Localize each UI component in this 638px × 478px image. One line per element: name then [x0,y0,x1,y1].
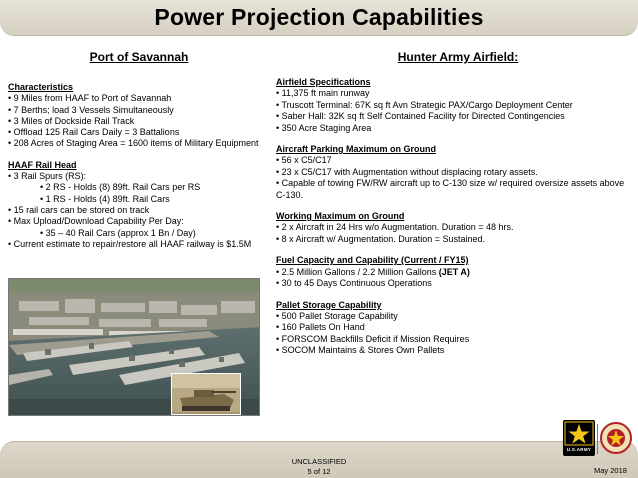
parking-heading: Aircraft Parking Maximum on Ground [276,144,437,155]
title-banner [0,0,638,36]
list-item: • 11,375 ft main runway [276,88,370,99]
fuel-heading: Fuel Capacity and Capability (Current / FY15) [276,255,469,266]
airfield-column [276,77,632,357]
list-item: • SOCOM Maintains & Stores Own Pallets [276,345,445,356]
logo-divider [597,424,598,454]
list-item: • Capable of towing FW/RW aircraft up to C-130 size w/ required oversize assets above C-130. [276,178,625,200]
list-item: • Saber Hall: 32K sq ft Self Contained Facility for Directed Contingencies [276,111,565,122]
list-item: • 7 Berths; load 3 Vessels Simultaneously [8,104,174,115]
tank-inset-photo [171,373,241,415]
list-item: • 160 Pallets On Hand [276,322,365,333]
port-heading: Port of Savannah [89,50,189,64]
airfield-specs-heading: Airfield Specifications [276,77,371,87]
working-max-heading: Working Maximum on Ground [276,211,405,222]
list-subitem: • 35 – 40 Rail Cars (approx 1 Bn / Day) [40,227,196,238]
list-item: • 3 Rail Spurs (RS): [8,171,87,182]
footer-date: May 2018 [594,466,627,475]
port-column [8,82,270,250]
page-title: Power Projection Capabilities [154,4,484,30]
army-logo-text: U.S.ARMY [566,447,592,452]
list-item: • 350 Acre Staging Area [276,122,372,133]
fuel-type-text: (JET A) [438,266,470,277]
pallet-heading: Pallet Storage Capability [276,299,382,310]
page-number: 5 of 12 [307,466,331,476]
list-item: • 500 Pallet Storage Capability [276,310,398,321]
list-item: • 23 x C5/C17 with Augmentation without displacing rotary assets. [276,166,538,177]
list-item: • Current estimate to repair/restore all HAAF railway is $1.5M [8,238,252,249]
list-item: • 8 x Aircraft w/ Augmentation. Duration = Sustained. [276,233,486,244]
list-item: • FORSCOM Backfills Deficit if Mission Requires [276,333,470,344]
list-item: • Max Upload/Download Capability Per Day: [8,216,184,227]
fuel-capacity-text: • 2.5 Million Gallons / 2.2 Million Gallons [276,266,439,277]
list-item: • 30 to 45 Days Continuous Operations [276,278,432,289]
airfield-heading: Hunter Army Airfield: [397,50,519,64]
railhead-heading: HAAF Rail Head [8,159,77,170]
list-item: • 3 Miles of Dockside Rail Track [8,115,135,126]
list-item: • 15 rail cars can be stored on track [8,204,150,215]
list-item: • 56 x C5/C17 [276,155,332,166]
unit-seal-icon [599,421,633,455]
list-item: • 2 x Aircraft in 24 Hrs w/o Augmentation. Duration = 48 hrs. [276,222,514,233]
characteristics-heading: Characteristics [8,82,74,92]
list-item: • Offload 125 Rail Cars Daily = 3 Battalions [8,127,180,138]
footer-classification [269,457,369,476]
classification-text: UNCLASSIFIED [291,457,347,466]
list-item: • 9 Miles from HAAF to Port of Savannah [8,93,172,104]
list-item [276,267,632,278]
list-subitem: • 2 RS - Holds (8) 89ft. Rail Cars per RS [40,182,201,193]
list-subitem: • 1 RS - Holds (4) 89ft. Rail Cars [40,193,170,204]
list-item: • Truscott Terminal: 67K sq ft Avn Strategic PAX/Cargo Deployment Center [276,99,573,110]
list-item: • 208 Acres of Staging Area = 1600 items of Military Equipment [8,138,259,149]
